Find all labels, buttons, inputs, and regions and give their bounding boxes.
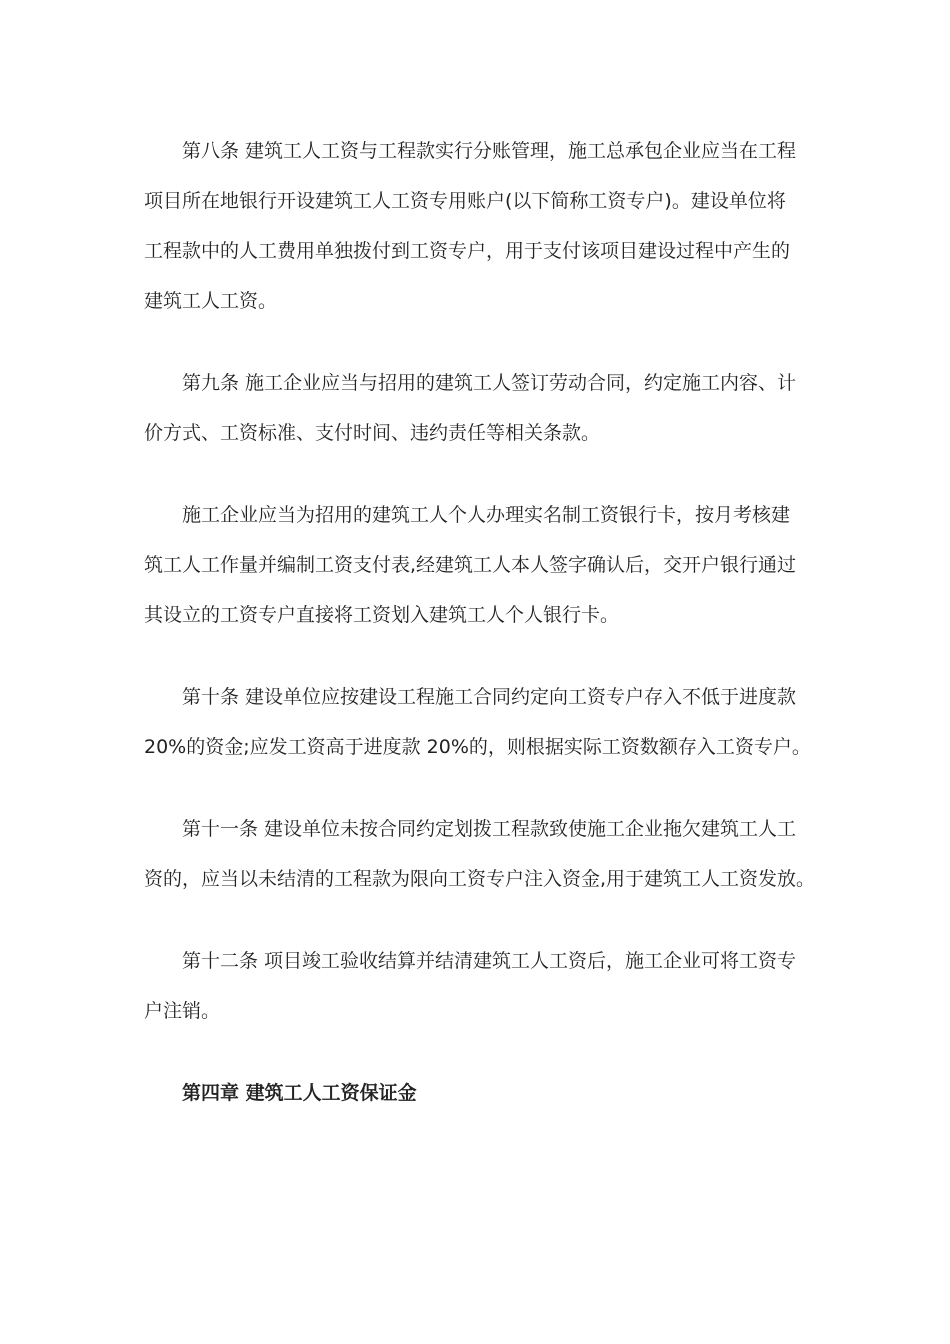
chapter-heading <box>144 1068 806 1118</box>
text-line: 第十一条 建设单位未按合同约定划拨工程款致使施工企业拖欠建筑工人工 <box>182 818 797 840</box>
paragraph-article-8 <box>144 126 806 326</box>
text-line: 施工企业应当为招用的建筑工人个人办理实名制工资银行卡，按月考核建 <box>182 504 791 526</box>
text-line: 筑工人工作量并编制工资支付表,经建筑工人本人签字确认后，交开户银行通过 <box>144 554 797 576</box>
text-line: 其设立的工资专户直接将工资划入建筑工人个人银行卡。 <box>144 604 620 626</box>
text-line: 第九条 施工企业应当与招用的建筑工人签订劳动合同，约定施工内容、计 <box>182 372 797 394</box>
text-line: 价方式、工资标准、支付时间、违约责任等相关条款。 <box>144 422 601 444</box>
text-line: 资的，应当以未结清的工程款为限向工资专户注入资金,用于建筑工人工资发放。 <box>144 868 816 890</box>
chapter-heading-text: 第四章 建筑工人工资保证金 <box>182 1082 417 1104</box>
text-line: 工程款中的人工费用单独拨付到工资专户，用于支付该项目建设过程中产生的 <box>144 240 791 262</box>
paragraph-bank-card <box>144 490 806 640</box>
text-line: 项目所在地银行开设建筑工人工资专用账户(以下简称工资专户)。建设单位将 <box>144 190 786 212</box>
text-line: 建筑工人工资。 <box>144 290 278 312</box>
text-line: 第八条 建筑工人工资与工程款实行分账管理，施工总承包企业应当在工程 <box>182 140 797 162</box>
paragraph-article-10 <box>144 672 811 772</box>
document-body <box>144 126 816 1150</box>
text-line: 20%的资金;应发工资高于进度款 20%的，则根据实际工资数额存入工资专户。 <box>144 736 811 758</box>
paragraph-article-9 <box>144 358 806 458</box>
paragraph-article-12 <box>144 936 806 1036</box>
paragraph-article-11 <box>144 804 816 904</box>
text-line: 户注销。 <box>144 1000 221 1022</box>
text-line: 第十二条 项目竣工验收结算并结清建筑工人工资后，施工企业可将工资专 <box>182 950 797 972</box>
text-line: 第十条 建设单位应按建设工程施工合同约定向工资专户存入不低于进度款 <box>182 686 797 708</box>
